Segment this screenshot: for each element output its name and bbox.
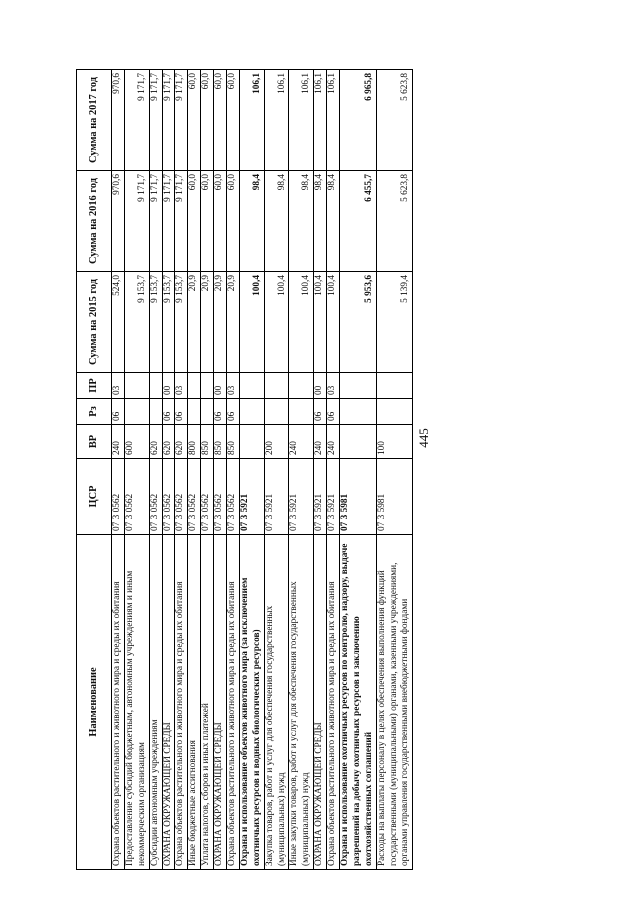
row-rz <box>239 399 264 425</box>
row-sum-2016: 98,4 <box>327 171 340 272</box>
row-sum-2017: 106,1 <box>289 70 314 171</box>
row-sum-2015: 9 153,7 <box>124 272 149 373</box>
header-2016: Сумма на 2016 год <box>77 171 112 272</box>
row-sum-2016: 970,6 <box>112 171 125 272</box>
header-csr: ЦСР <box>77 459 112 535</box>
row-sum-2017: 970,6 <box>112 70 125 171</box>
row-sum-2016: 60,0 <box>214 171 227 272</box>
budget-table <box>76 69 413 870</box>
row-sum-2015: 100,4 <box>239 272 264 373</box>
row-vr: 800 <box>188 425 201 459</box>
row-pr <box>124 373 149 399</box>
row-sum-2016: 5 623,8 <box>376 171 413 272</box>
row-sum-2016: 6 455,7 <box>340 171 377 272</box>
row-sum-2015: 9 153,7 <box>149 272 162 373</box>
row-name: ОХРАНА ОКРУЖАЮЩЕЙ СРЕДЫ <box>314 535 327 870</box>
row-sum-2016: 60,0 <box>201 171 214 272</box>
row-rz <box>264 399 289 425</box>
row-rz <box>340 399 377 425</box>
row-rz: 06 <box>214 399 227 425</box>
row-sum-2015: 20,9 <box>201 272 214 373</box>
table-row <box>188 70 201 870</box>
row-vr: 240 <box>289 425 314 459</box>
row-sum-2015: 9 153,7 <box>162 272 175 373</box>
row-name: Предоставление субсидий бюджетным, автономным учреждениям и иным некоммерческим организациям <box>124 535 149 870</box>
row-csr: 07 3 0562 <box>162 459 175 535</box>
table-row <box>239 70 264 870</box>
row-sum-2016: 98,4 <box>289 171 314 272</box>
row-pr: 03 <box>227 373 240 399</box>
row-name: Иные закупки товаров, работ и услуг для обеспечения государственных (муниципальных) нужд <box>289 535 314 870</box>
header-2015: Сумма на 2015 год <box>77 272 112 373</box>
row-csr: 07 3 0562 <box>149 459 162 535</box>
row-rz: 06 <box>175 399 188 425</box>
row-sum-2016: 9 171,7 <box>162 171 175 272</box>
row-rz: 06 <box>162 399 175 425</box>
row-name: Охрана объектов растительного и животного мира и среды их обитания <box>327 535 340 870</box>
row-sum-2015: 20,9 <box>227 272 240 373</box>
row-name: Охрана объектов растительного и животного мира и среды их обитания <box>175 535 188 870</box>
row-csr: 07 3 0562 <box>124 459 149 535</box>
row-sum-2017: 60,0 <box>214 70 227 171</box>
table-row <box>112 70 125 870</box>
row-sum-2015: 100,4 <box>314 272 327 373</box>
row-pr: 03 <box>112 373 125 399</box>
row-vr: 620 <box>162 425 175 459</box>
row-sum-2015: 5 139,4 <box>376 272 413 373</box>
table-row <box>376 70 413 870</box>
row-csr: 07 3 0562 <box>175 459 188 535</box>
row-csr: 07 3 5981 <box>340 459 377 535</box>
row-sum-2015: 20,9 <box>188 272 201 373</box>
header-2017: Сумма на 2017 год <box>77 70 112 171</box>
rotated-table-frame <box>76 70 552 870</box>
row-sum-2015: 5 953,6 <box>340 272 377 373</box>
row-sum-2016: 9 171,7 <box>175 171 188 272</box>
row-rz: 06 <box>227 399 240 425</box>
row-name: Охрана и использование объектов животного мира (за исключением охотничьих ресурсов и водных биологических ресурсов) <box>239 535 264 870</box>
row-sum-2017: 106,1 <box>327 70 340 171</box>
row-sum-2017: 5 623,8 <box>376 70 413 171</box>
table-row <box>124 70 149 870</box>
row-csr: 07 3 5921 <box>314 459 327 535</box>
row-sum-2016: 98,4 <box>314 171 327 272</box>
row-csr: 07 3 0562 <box>112 459 125 535</box>
row-rz: 06 <box>112 399 125 425</box>
row-rz <box>289 399 314 425</box>
row-sum-2017: 106,1 <box>264 70 289 171</box>
row-sum-2017: 6 965,8 <box>340 70 377 171</box>
row-vr: 850 <box>214 425 227 459</box>
row-rz <box>124 399 149 425</box>
row-sum-2015: 524,0 <box>112 272 125 373</box>
row-csr: 07 3 5921 <box>264 459 289 535</box>
row-pr <box>149 373 162 399</box>
row-vr: 240 <box>112 425 125 459</box>
row-pr <box>188 373 201 399</box>
row-vr: 850 <box>227 425 240 459</box>
row-rz: 06 <box>327 399 340 425</box>
row-pr <box>376 373 413 399</box>
row-vr <box>239 425 264 459</box>
table-header-row <box>77 70 112 870</box>
row-vr: 620 <box>149 425 162 459</box>
row-sum-2015: 9 153,7 <box>175 272 188 373</box>
row-sum-2015: 100,4 <box>264 272 289 373</box>
table-row <box>175 70 188 870</box>
table-row <box>214 70 227 870</box>
row-csr: 07 3 0562 <box>201 459 214 535</box>
row-sum-2017: 60,0 <box>227 70 240 171</box>
row-name: Иные бюджетные ассигнования <box>188 535 201 870</box>
row-name: Охрана объектов растительного и животного мира и среды их обитания <box>112 535 125 870</box>
row-csr: 07 3 5921 <box>239 459 264 535</box>
row-name: Закупка товаров, работ и услуг для обеспечения государственных (муниципальных) нужд <box>264 535 289 870</box>
row-sum-2017: 106,1 <box>314 70 327 171</box>
row-name: ОХРАНА ОКРУЖАЮЩЕЙ СРЕДЫ <box>162 535 175 870</box>
row-sum-2017: 60,0 <box>188 70 201 171</box>
row-rz: 06 <box>314 399 327 425</box>
row-name: Охрана объектов растительного и животного мира и среды их обитания <box>227 535 240 870</box>
row-sum-2015: 20,9 <box>214 272 227 373</box>
row-pr: 00 <box>214 373 227 399</box>
header-vr: ВР <box>77 425 112 459</box>
row-pr <box>201 373 214 399</box>
row-vr: 850 <box>201 425 214 459</box>
row-name: Расходы на выплаты персоналу в целях обеспечения выполнения функций государственными (муниципальными) органами, казенными учреждениями, органами управления государственными внебюджетными фондами <box>376 535 413 870</box>
row-name: ОХРАНА ОКРУЖАЮЩЕЙ СРЕДЫ <box>214 535 227 870</box>
table-row <box>314 70 327 870</box>
row-vr <box>340 425 377 459</box>
table-row <box>340 70 377 870</box>
row-vr: 100 <box>376 425 413 459</box>
row-csr: 07 3 5921 <box>289 459 314 535</box>
row-csr: 07 3 5921 <box>327 459 340 535</box>
row-pr: 03 <box>175 373 188 399</box>
row-rz <box>188 399 201 425</box>
row-csr: 07 3 5981 <box>376 459 413 535</box>
row-pr: 03 <box>327 373 340 399</box>
table-row <box>264 70 289 870</box>
header-name: Наименование <box>77 535 112 870</box>
row-rz <box>149 399 162 425</box>
row-pr: 00 <box>314 373 327 399</box>
row-pr <box>239 373 264 399</box>
row-sum-2016: 9 171,7 <box>149 171 162 272</box>
table-row <box>327 70 340 870</box>
row-name: Субсидии автономным учреждениям <box>149 535 162 870</box>
row-pr <box>340 373 377 399</box>
row-sum-2016: 98,4 <box>264 171 289 272</box>
row-name: Уплата налогов, сборов и иных платежей <box>201 535 214 870</box>
row-csr: 07 3 0562 <box>188 459 201 535</box>
table-row <box>227 70 240 870</box>
row-sum-2017: 9 171,7 <box>162 70 175 171</box>
row-name: Охрана и использование охотничьих ресурсов по контролю, надзору, выдаче разрешений на добычу охотничьих ресурсов и заключению охотхозяйственных соглашений <box>340 535 377 870</box>
row-sum-2015: 100,4 <box>327 272 340 373</box>
row-vr: 600 <box>124 425 149 459</box>
row-sum-2016: 9 171,7 <box>124 171 149 272</box>
row-sum-2016: 60,0 <box>188 171 201 272</box>
row-vr: 240 <box>327 425 340 459</box>
row-rz <box>376 399 413 425</box>
row-pr <box>264 373 289 399</box>
row-sum-2017: 9 171,7 <box>149 70 162 171</box>
row-csr: 07 3 0562 <box>227 459 240 535</box>
row-sum-2017: 106,1 <box>239 70 264 171</box>
header-rz: Рз <box>77 399 112 425</box>
row-sum-2016: 60,0 <box>227 171 240 272</box>
row-vr: 200 <box>264 425 289 459</box>
table-row <box>162 70 175 870</box>
row-pr: 00 <box>162 373 175 399</box>
row-sum-2017: 9 171,7 <box>124 70 149 171</box>
row-sum-2016: 98,4 <box>239 171 264 272</box>
row-vr: 240 <box>314 425 327 459</box>
page-number: 445 <box>416 428 431 448</box>
row-rz <box>201 399 214 425</box>
table-row <box>201 70 214 870</box>
row-vr: 620 <box>175 425 188 459</box>
table-row <box>289 70 314 870</box>
row-pr <box>289 373 314 399</box>
table-row <box>149 70 162 870</box>
row-sum-2015: 100,4 <box>289 272 314 373</box>
row-sum-2017: 60,0 <box>201 70 214 171</box>
row-sum-2017: 9 171,7 <box>175 70 188 171</box>
header-pr: ПР <box>77 373 112 399</box>
row-csr: 07 3 0562 <box>214 459 227 535</box>
